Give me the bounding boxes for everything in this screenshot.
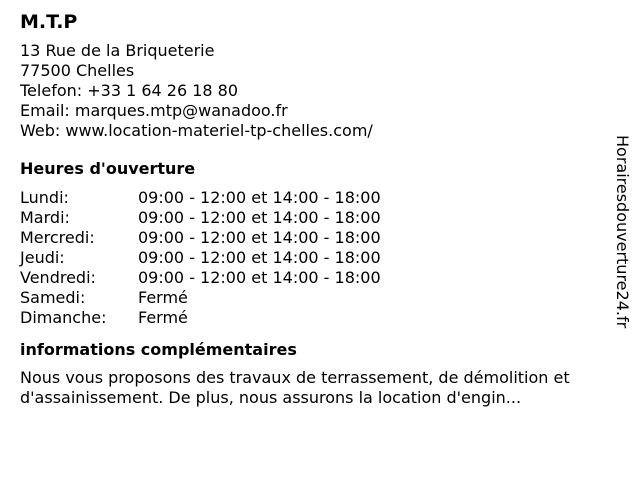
hours-table	[20, 188, 610, 328]
business-card	[20, 10, 610, 408]
day-label: Mercredi:	[20, 228, 95, 247]
day-hours: 09:00 - 12:00 et 14:00 - 18:00	[138, 248, 381, 267]
hours-row-wednesday	[20, 228, 610, 248]
hours-row-sunday	[20, 308, 610, 328]
street-address: 13 Rue de la Briqueterie	[20, 41, 215, 60]
day-label: Vendredi:	[20, 268, 96, 287]
hours-heading: Heures d'ouverture	[20, 159, 196, 178]
info-heading: informations complémentaires	[20, 340, 297, 359]
email-line: Email: marques.mtp@wanadoo.fr	[20, 101, 288, 120]
hours-row-tuesday	[20, 208, 610, 228]
day-hours: 09:00 - 12:00 et 14:00 - 18:00	[138, 188, 381, 207]
day-hours: 09:00 - 12:00 et 14:00 - 18:00	[138, 268, 381, 287]
website-line: Web: www.location-materiel-tp-chelles.com/	[20, 121, 373, 140]
day-label: Jeudi:	[20, 248, 65, 267]
day-label: Dimanche:	[20, 308, 107, 327]
day-label: Mardi:	[20, 208, 70, 227]
hours-row-friday	[20, 268, 610, 288]
city-address: 77500 Chelles	[20, 61, 135, 80]
hours-row-saturday	[20, 288, 610, 308]
hours-row-thursday	[20, 248, 610, 268]
day-hours: Fermé	[138, 308, 188, 327]
address-block	[20, 41, 610, 141]
business-name: M.T.P	[20, 11, 78, 33]
day-hours: 09:00 - 12:00 et 14:00 - 18:00	[138, 208, 381, 227]
day-hours: Fermé	[138, 288, 188, 307]
info-description: Nous vous proposons des travaux de terrassement, de démolition et d'assainissement. De plus, nous assurons la location d'engin...	[20, 368, 570, 407]
day-hours: 09:00 - 12:00 et 14:00 - 18:00	[138, 228, 381, 247]
phone-line: Telefon: +33 1 64 26 18 80	[20, 81, 239, 100]
day-label: Lundi:	[20, 188, 69, 207]
day-label: Samedi:	[20, 288, 86, 307]
site-watermark: Horairesdouverture24.fr	[613, 135, 632, 329]
hours-row-monday	[20, 188, 610, 208]
